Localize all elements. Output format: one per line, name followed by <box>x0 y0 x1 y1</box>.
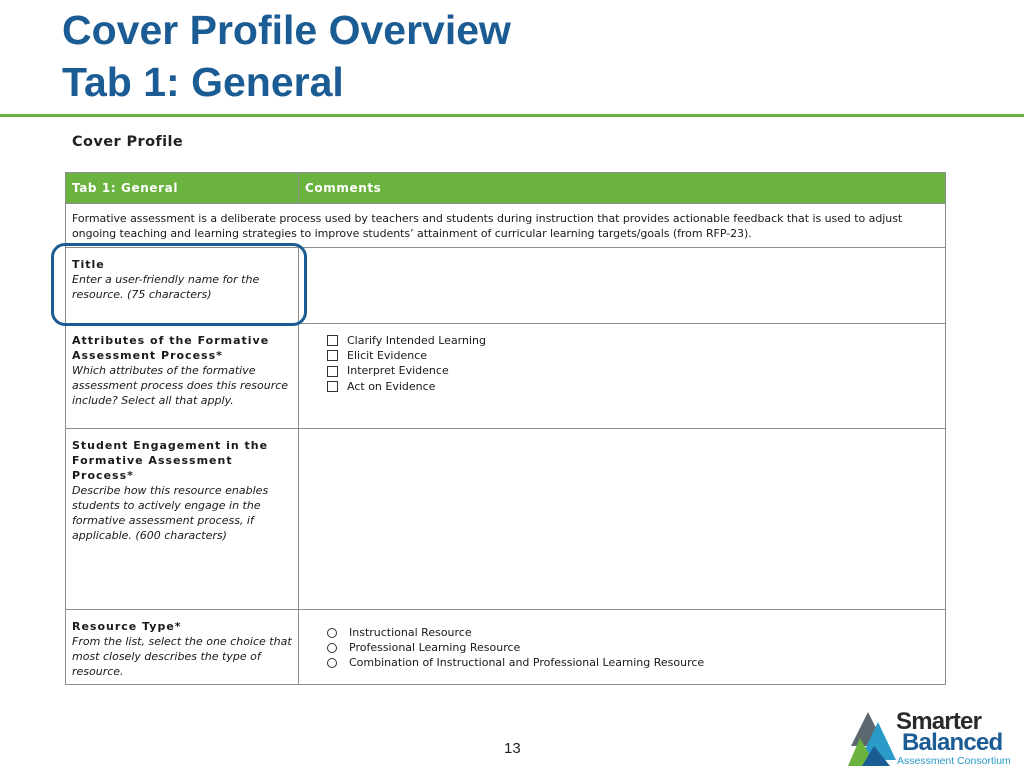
column-header-comments: Comments <box>299 173 946 204</box>
checkbox-option[interactable] <box>327 379 939 394</box>
option-label: Interpret Evidence <box>347 364 449 378</box>
option-label: Elicit Evidence <box>347 349 428 363</box>
option-label: Instructional Resource <box>349 626 472 639</box>
option-label: Combination of Instructional and Professional Learning Resource <box>349 656 705 670</box>
page-number: 13 <box>504 740 521 757</box>
field-name: Resource Type* <box>72 620 182 633</box>
radio-icon[interactable] <box>327 643 337 653</box>
document-heading: Cover Profile <box>72 134 184 150</box>
table-header-row <box>66 173 946 204</box>
option-label: Professional Learning Resource <box>349 641 521 655</box>
engagement-comment-field[interactable] <box>299 429 946 610</box>
radio-option[interactable] <box>327 640 939 655</box>
checkbox-option[interactable] <box>327 363 939 378</box>
attributes-options-cell <box>299 324 946 429</box>
checkbox-option[interactable] <box>327 348 939 363</box>
option-label: Act on Evidence <box>347 379 436 393</box>
checkbox-icon[interactable] <box>327 350 338 361</box>
column-header-tab: Tab 1: General <box>66 173 299 204</box>
field-name: Title <box>72 258 105 271</box>
slide-title-line2: Tab 1: General <box>62 59 344 105</box>
table-row <box>66 429 946 610</box>
resource-type-options-cell <box>299 610 946 685</box>
title-highlight-outline <box>51 243 307 326</box>
field-hint: Which attributes of the formative assessment process does this resource include? Select all that apply. <box>72 364 289 407</box>
checkbox-option[interactable] <box>327 333 939 348</box>
field-name: Attributes of the Formative Assessment Process* <box>72 334 270 362</box>
field-cell-resource-type <box>66 610 299 685</box>
checkbox-icon[interactable] <box>327 366 338 377</box>
attributes-checkbox-list <box>305 324 939 394</box>
logo-word-balanced: Balanced <box>902 729 1003 756</box>
radio-option[interactable] <box>327 655 939 670</box>
radio-icon[interactable] <box>327 658 337 668</box>
title-divider <box>0 114 1024 117</box>
intro-text: Formative assessment is a deliberate process used by teachers and students during instruction that provides actionable feedback that is used to adjust ongoing teaching and learning strategies to improve students’ attainment of curricular learning targets/goals (from RFP-23). <box>66 204 946 248</box>
slide-title-line1: Cover Profile Overview <box>62 7 511 53</box>
logo-subtitle: Assessment Consortium <box>897 755 1011 767</box>
checkbox-icon[interactable] <box>327 335 338 346</box>
field-name: Student Engagement in the Formative Assessment Process* <box>72 439 269 482</box>
field-cell-attributes <box>66 324 299 429</box>
checkbox-icon[interactable] <box>327 381 338 392</box>
radio-option[interactable] <box>327 625 939 640</box>
logo-triangles-icon <box>848 708 898 768</box>
resource-type-radio-list <box>305 610 939 671</box>
field-hint: From the list, select the one choice that most closely describes the type of resource. <box>72 635 292 678</box>
option-label: Clarify Intended Learning <box>347 334 486 347</box>
field-hint: Enter a user-friendly name for the resource. (75 characters) <box>72 273 260 301</box>
radio-icon[interactable] <box>327 628 337 638</box>
table-row <box>66 324 946 429</box>
table-row <box>66 610 946 685</box>
title-comment-field[interactable] <box>299 248 946 324</box>
field-hint: Describe how this resource enables students to actively engage in the formative assessment process, if applicable. (600 characters) <box>72 484 269 542</box>
intro-row <box>66 204 946 248</box>
slide-title <box>62 4 511 108</box>
smarter-balanced-logo <box>848 708 1024 768</box>
logo-word-smarter: Smarter <box>896 708 982 735</box>
field-cell-engagement <box>66 429 299 610</box>
